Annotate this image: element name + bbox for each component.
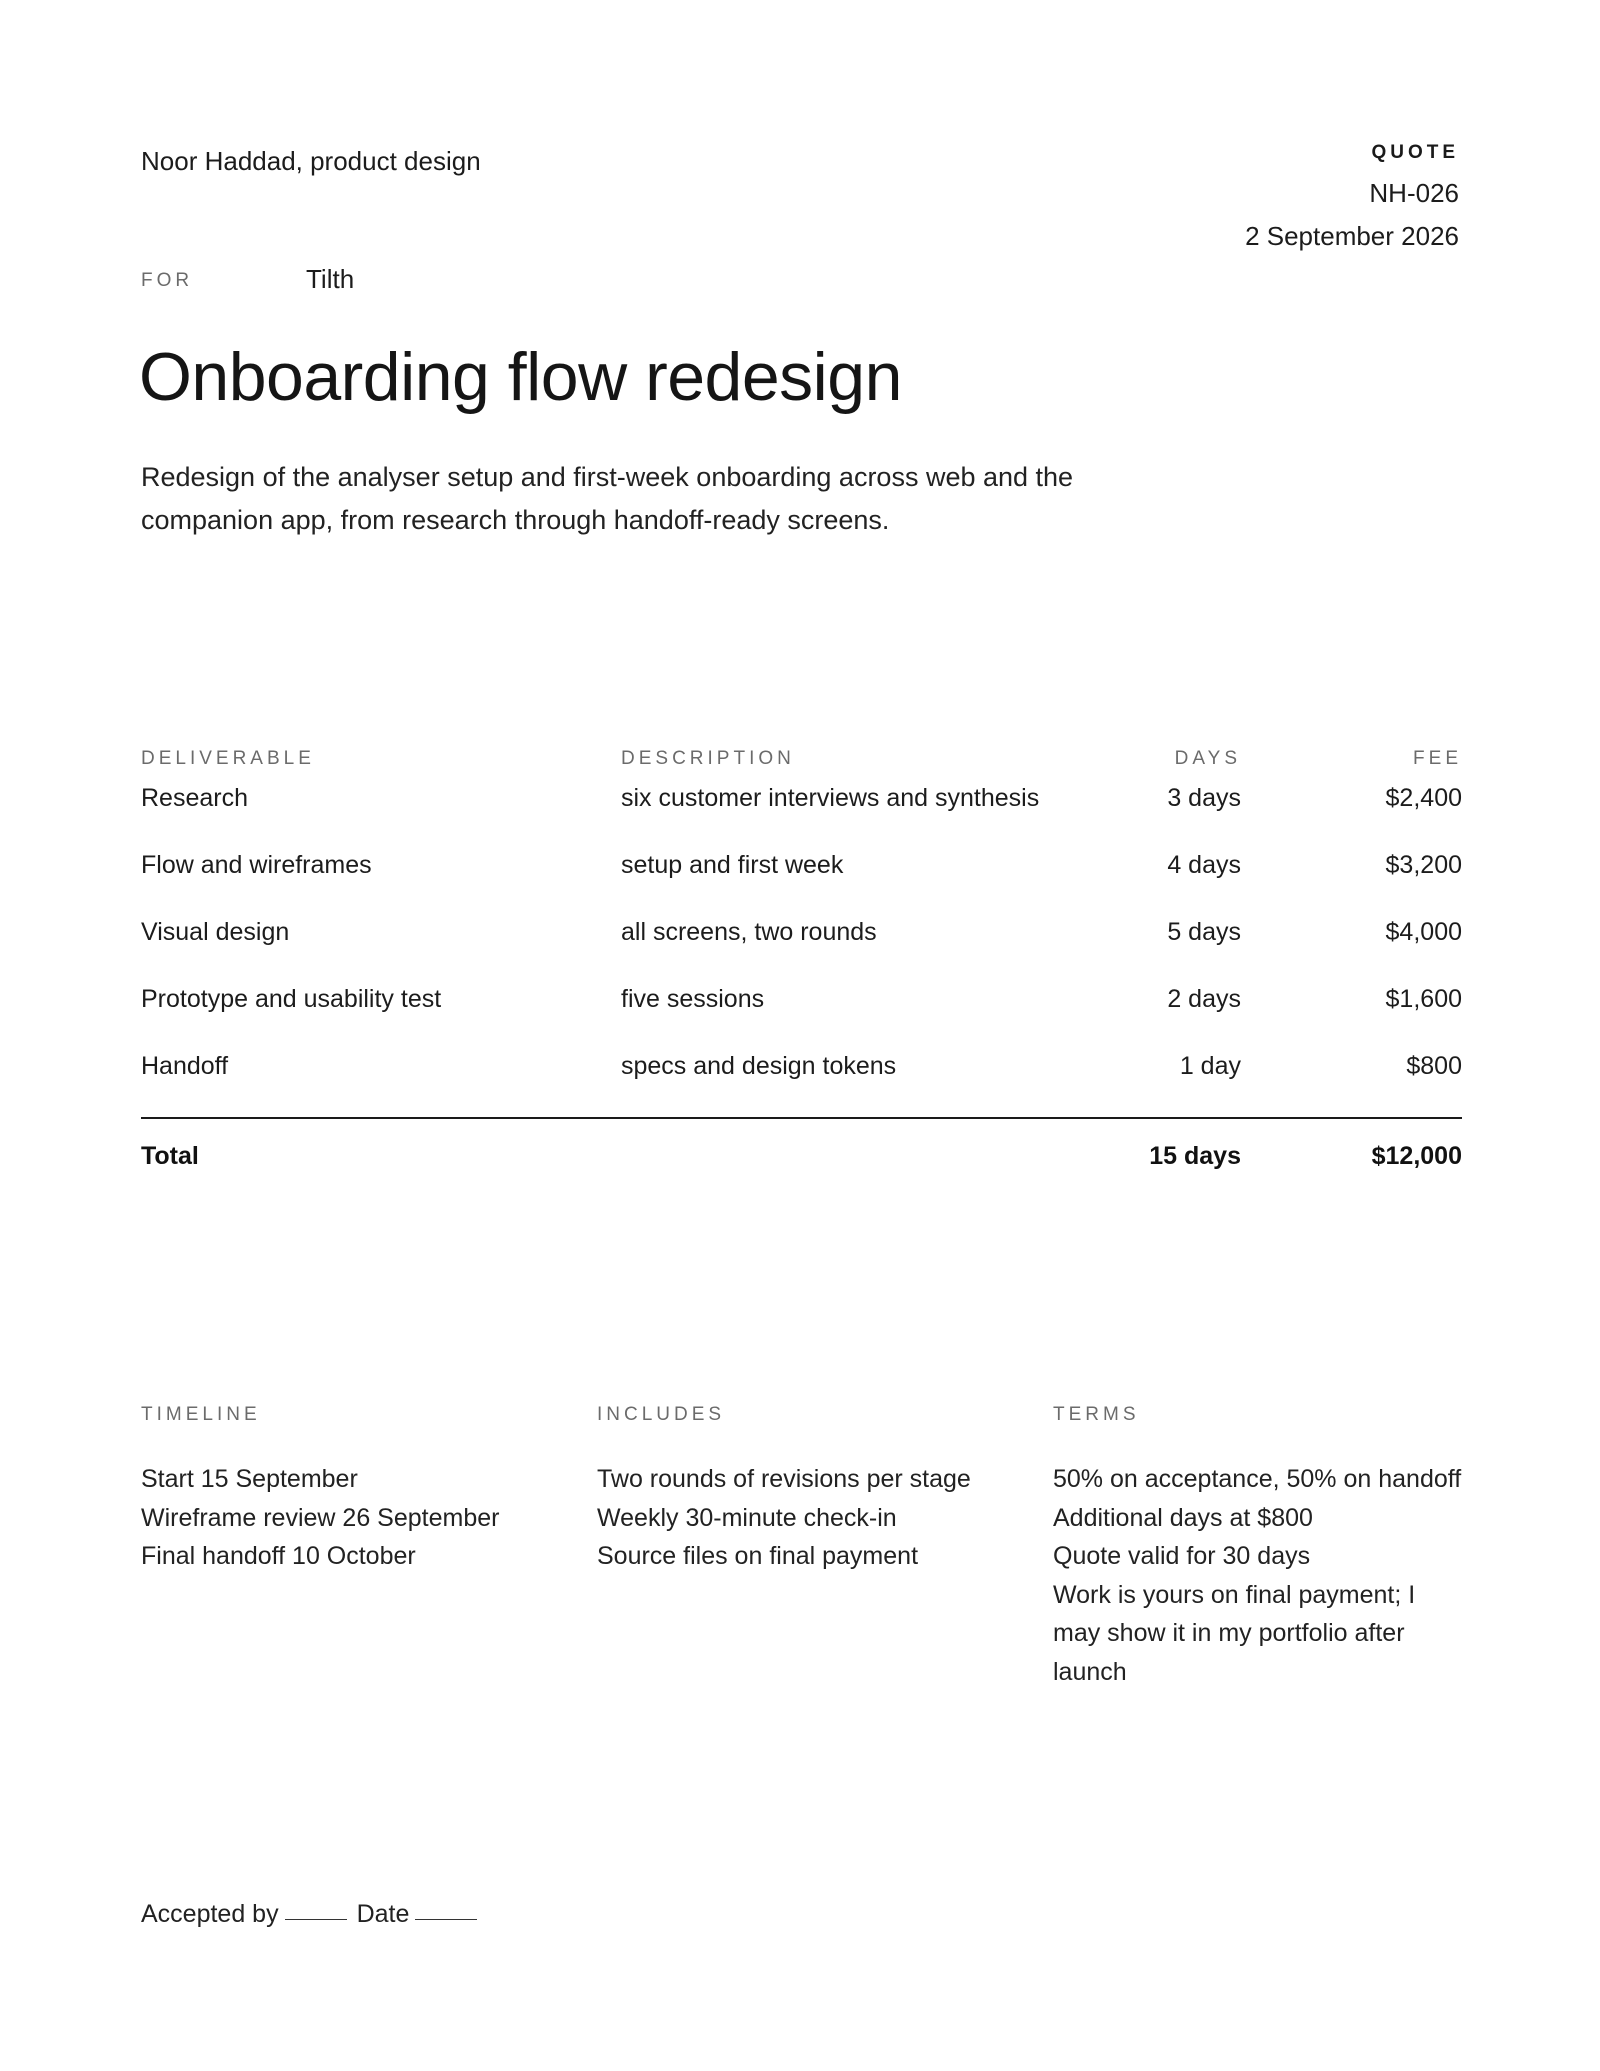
header-description: DESCRIPTION: [621, 748, 795, 769]
timeline-section: [141, 1404, 541, 1576]
page-title: Onboarding flow redesign: [139, 339, 902, 415]
row-description: all screens, two rounds: [621, 918, 877, 946]
terms-line: Work is yours on final payment; I may show it in my portfolio after launch: [1053, 1580, 1416, 1686]
row-days: 4 days: [1167, 851, 1241, 879]
row-description: setup and first week: [621, 851, 844, 879]
row-fee: $800: [1406, 1052, 1462, 1080]
row-fee: $2,400: [1385, 784, 1462, 812]
row-deliverable: Visual design: [141, 918, 290, 946]
total-divider: [141, 1117, 1462, 1119]
row-description: six customer interviews and synthesis: [621, 784, 1040, 812]
date-blank[interactable]: [415, 1919, 477, 1920]
quote-label: QUOTE: [1371, 142, 1459, 163]
row-fee: $1,600: [1385, 985, 1462, 1013]
timeline-label: TIMELINE: [141, 1404, 261, 1425]
row-fee: $3,200: [1385, 851, 1462, 879]
row-deliverable: Handoff: [141, 1052, 229, 1080]
quote-meta: [1245, 142, 1459, 252]
author-name: Noor Haddad, product design: [141, 146, 481, 176]
timeline-line: Start 15 September: [141, 1465, 358, 1493]
header-deliverable: DELIVERABLE: [141, 748, 315, 769]
intro-text: Redesign of the analyser setup and first-week onboarding across web and the companion app, from research through handoff-ready screens.: [141, 462, 1074, 535]
accepted-by-label: Accepted by: [141, 1900, 279, 1928]
row-deliverable: Flow and wireframes: [141, 851, 372, 879]
quote-number: NH-026: [1369, 178, 1459, 208]
client-name: Tilth: [306, 264, 355, 294]
terms-line: 50% on acceptance, 50% on handoff: [1053, 1465, 1462, 1493]
header-fee: FEE: [1413, 748, 1462, 769]
timeline-line: Wireframe review 26 September: [141, 1503, 500, 1532]
row-days: 2 days: [1167, 985, 1241, 1013]
terms-section: [1053, 1404, 1463, 1691]
date-label: Date: [356, 1900, 410, 1928]
includes-section: [597, 1404, 1017, 1576]
row-description: specs and design tokens: [621, 1052, 897, 1080]
total-label: Total: [141, 1142, 199, 1170]
acceptance-line: [141, 1900, 487, 1929]
header-days: DAYS: [1174, 748, 1241, 769]
includes-line: Two rounds of revisions per stage: [597, 1465, 971, 1493]
row-fee: $4,000: [1385, 918, 1462, 946]
row-deliverable: Prototype and usability test: [141, 985, 442, 1013]
total-fee: $12,000: [1371, 1142, 1462, 1170]
includes-line: Source files on final payment: [597, 1542, 919, 1570]
row-description: five sessions: [621, 985, 765, 1013]
row-deliverable: Research: [141, 784, 248, 812]
total-days: 15 days: [1149, 1142, 1241, 1170]
row-days: 1 day: [1179, 1052, 1241, 1080]
terms-line: Additional days at $800: [1053, 1503, 1313, 1532]
includes-label: INCLUDES: [597, 1404, 726, 1425]
terms-line: Quote valid for 30 days: [1053, 1542, 1311, 1570]
quote-date: 2 September 2026: [1245, 221, 1459, 251]
timeline-line: Final handoff 10 October: [141, 1542, 416, 1570]
terms-label: TERMS: [1053, 1404, 1140, 1425]
includes-line: Weekly 30-minute check-in: [597, 1503, 897, 1532]
accepted-by-blank[interactable]: [285, 1919, 347, 1920]
for-label: FOR: [141, 270, 194, 291]
row-days: 5 days: [1167, 918, 1241, 946]
row-days: 3 days: [1167, 784, 1241, 812]
